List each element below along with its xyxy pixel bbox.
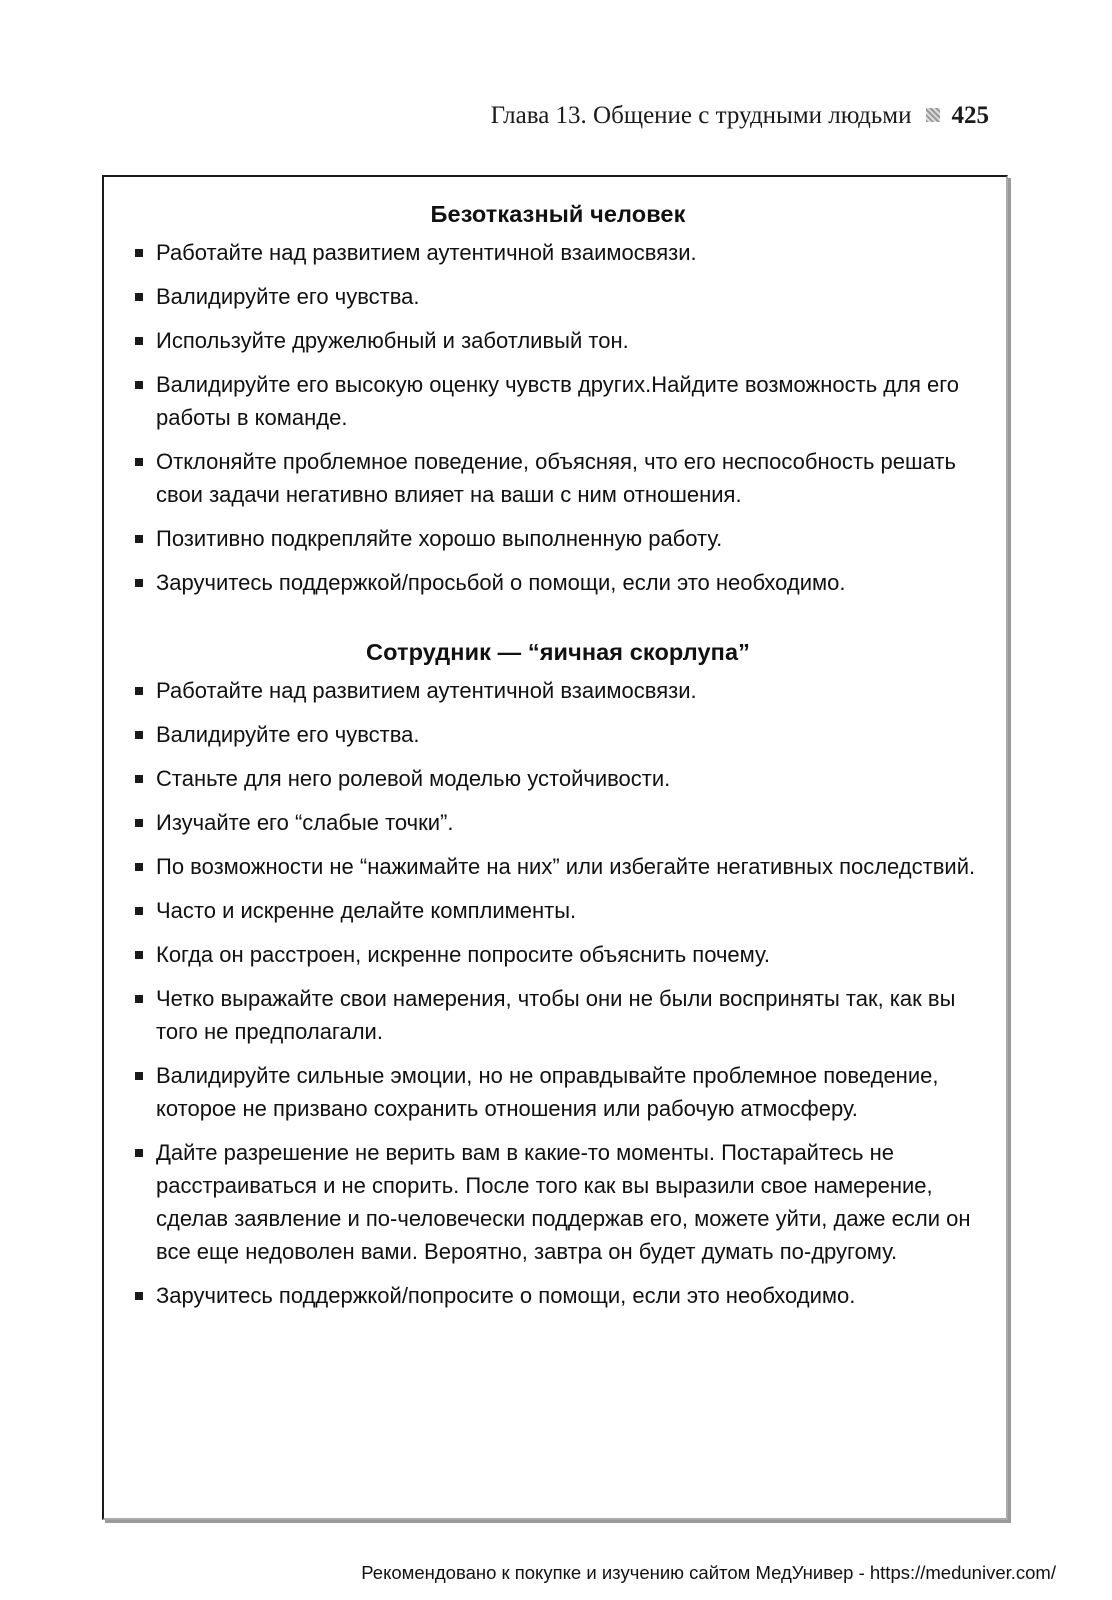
list-item: Отклоняйте проблемное поведение, объясняя, что его неспособность решать свои задачи негативно влияет на ваши с ним отношения.: [132, 445, 984, 511]
bullet-list: [132, 236, 984, 599]
list-item: Дайте разрешение не верить вам в какие-то моменты. Постарайтесь не расстраиваться и не спорить. После того как вы выразили свое намерение, сделав заявление и по-человечески поддержав его, можете уйти, даже если он все еще недоволен вами. Вероятно, завтра он будет думать по-другому.: [132, 1136, 984, 1268]
list-item: Позитивно подкрепляйте хорошо выполненную работу.: [132, 522, 984, 555]
list-item: Четко выражайте свои намерения, чтобы они не были восприняты так, как вы того не предполагали.: [132, 982, 984, 1048]
list-item: По возможности не “нажимайте на них” или избегайте негативных последствий.: [132, 850, 984, 883]
page-number: 425: [951, 102, 989, 129]
bullet-list: [132, 674, 984, 1312]
chapter-title: Глава 13. Общение с трудными людьми: [490, 102, 912, 129]
footer-note: Рекомендовано к покупке и изучению сайтом МедУнивер - https://meduniver.com/: [361, 1562, 1056, 1583]
list-item: Валидируйте его чувства.: [132, 718, 984, 751]
list-item: Работайте над развитием аутентичной взаимосвязи.: [132, 236, 984, 269]
list-item: Станьте для него ролевой моделью устойчивости.: [132, 762, 984, 795]
list-item: Валидируйте сильные эмоции, но не оправдывайте проблемное поведение, которое не призвано сохранить отношения или рабочую атмосферу.: [132, 1059, 984, 1125]
list-item: Валидируйте его чувства.: [132, 280, 984, 313]
list-item: Используйте дружелюбный и заботливый тон.: [132, 324, 984, 357]
list-item: Часто и искренне делайте комплименты.: [132, 894, 984, 927]
section-eggshell: [132, 639, 984, 1323]
list-item: Валидируйте его высокую оценку чувств других.Найдите возможность для его работы в команде.: [132, 368, 984, 434]
list-item: Работайте над развитием аутентичной взаимосвязи.: [132, 674, 984, 707]
list-item: Заручитесь поддержкой/просьбой о помощи, если это необходимо.: [132, 566, 984, 599]
section-pushover: [132, 201, 984, 610]
list-item: Изучайте его “слабые точки”.: [132, 806, 984, 839]
section-title: Сотрудник — “яичная скорлупа”: [366, 639, 750, 665]
list-item: Когда он расстроен, искренне попросите объяснить почему.: [132, 938, 984, 971]
separator-icon: [926, 108, 940, 122]
section-title: Безотказный человек: [430, 201, 686, 227]
running-head: [491, 102, 989, 130]
content-box: [102, 175, 1008, 1520]
list-item: Заручитесь поддержкой/попросите о помощи, если это необходимо.: [132, 1279, 984, 1312]
